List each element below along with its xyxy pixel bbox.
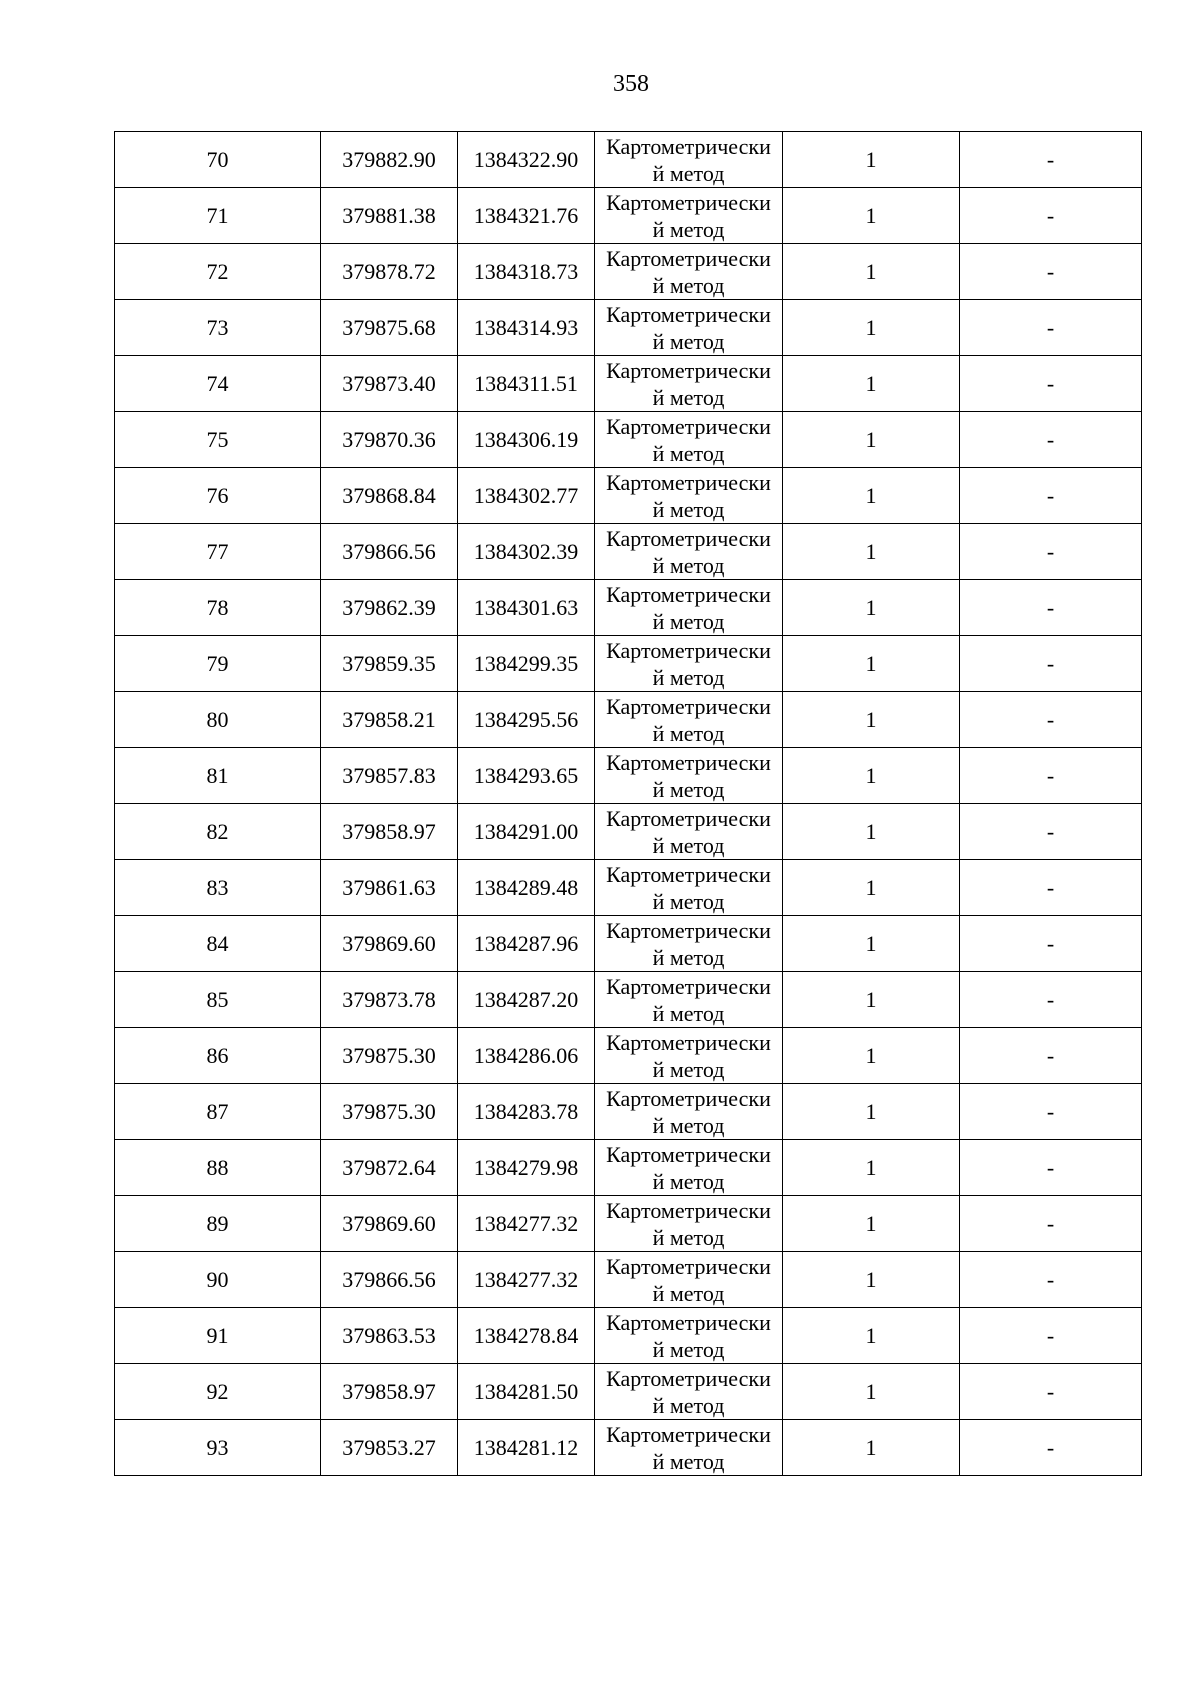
table-row: [115, 804, 1142, 860]
point-number-cell: 81: [115, 748, 321, 804]
y-coordinate-cell: 1384295.56: [458, 692, 595, 748]
method-cell: [595, 748, 783, 804]
method-line-2: й метод: [652, 1056, 725, 1082]
accuracy-cell: 1: [783, 1252, 960, 1308]
point-number-cell: 86: [115, 1028, 321, 1084]
note-cell: -: [960, 1364, 1142, 1420]
method-line-2: й метод: [652, 1224, 725, 1250]
note-cell: -: [960, 692, 1142, 748]
method-cell: [595, 1252, 783, 1308]
note-cell: -: [960, 468, 1142, 524]
y-coordinate-cell: 1384278.84: [458, 1308, 595, 1364]
method-line-1: Картометрически: [606, 1029, 771, 1055]
y-coordinate-cell: 1384291.00: [458, 804, 595, 860]
table-row: [115, 132, 1142, 188]
note-cell: -: [960, 1252, 1142, 1308]
point-number-cell: 84: [115, 916, 321, 972]
method-line-1: Картометрически: [606, 245, 771, 271]
method-line-2: й метод: [652, 440, 725, 466]
table-row: [115, 1252, 1142, 1308]
table-row: [115, 580, 1142, 636]
accuracy-cell: 1: [783, 524, 960, 580]
accuracy-cell: 1: [783, 1196, 960, 1252]
point-number-cell: 83: [115, 860, 321, 916]
point-number-cell: 90: [115, 1252, 321, 1308]
accuracy-cell: 1: [783, 748, 960, 804]
method-cell: [595, 804, 783, 860]
table-row: [115, 692, 1142, 748]
accuracy-cell: 1: [783, 860, 960, 916]
method-cell: [595, 1028, 783, 1084]
x-coordinate-cell: 379861.63: [321, 860, 458, 916]
x-coordinate-cell: 379866.56: [321, 524, 458, 580]
y-coordinate-cell: 1384322.90: [458, 132, 595, 188]
table-row: [115, 356, 1142, 412]
point-number-cell: 70: [115, 132, 321, 188]
x-coordinate-cell: 379870.36: [321, 412, 458, 468]
y-coordinate-cell: 1384281.12: [458, 1420, 595, 1476]
point-number-cell: 78: [115, 580, 321, 636]
table-row: [115, 972, 1142, 1028]
accuracy-cell: 1: [783, 636, 960, 692]
coordinates-table-body: [115, 132, 1142, 1476]
accuracy-cell: 1: [783, 1140, 960, 1196]
x-coordinate-cell: 379872.64: [321, 1140, 458, 1196]
table-row: [115, 916, 1142, 972]
method-cell: [595, 244, 783, 300]
accuracy-cell: 1: [783, 916, 960, 972]
note-cell: -: [960, 1028, 1142, 1084]
x-coordinate-cell: 379875.30: [321, 1028, 458, 1084]
method-line-2: й метод: [652, 720, 725, 746]
accuracy-cell: 1: [783, 412, 960, 468]
x-coordinate-cell: 379857.83: [321, 748, 458, 804]
point-number-cell: 87: [115, 1084, 321, 1140]
method-cell: [595, 524, 783, 580]
note-cell: -: [960, 1084, 1142, 1140]
x-coordinate-cell: 379866.56: [321, 1252, 458, 1308]
method-line-2: й метод: [652, 1448, 725, 1474]
table-row: [115, 412, 1142, 468]
note-cell: -: [960, 1140, 1142, 1196]
method-cell: [595, 132, 783, 188]
y-coordinate-cell: 1384283.78: [458, 1084, 595, 1140]
x-coordinate-cell: 379882.90: [321, 132, 458, 188]
method-cell: [595, 412, 783, 468]
method-line-2: й метод: [652, 216, 725, 242]
method-line-2: й метод: [652, 608, 725, 634]
note-cell: -: [960, 1196, 1142, 1252]
y-coordinate-cell: 1384306.19: [458, 412, 595, 468]
method-line-2: й метод: [652, 328, 725, 354]
method-line-1: Картометрически: [606, 693, 771, 719]
y-coordinate-cell: 1384302.77: [458, 468, 595, 524]
method-cell: [595, 188, 783, 244]
accuracy-cell: 1: [783, 1084, 960, 1140]
table-row: [115, 860, 1142, 916]
accuracy-cell: 1: [783, 300, 960, 356]
table-row: [115, 1140, 1142, 1196]
note-cell: -: [960, 412, 1142, 468]
point-number-cell: 92: [115, 1364, 321, 1420]
method-line-2: й метод: [652, 1168, 725, 1194]
note-cell: -: [960, 636, 1142, 692]
table-row: [115, 1196, 1142, 1252]
y-coordinate-cell: 1384314.93: [458, 300, 595, 356]
accuracy-cell: 1: [783, 972, 960, 1028]
table-row: [115, 748, 1142, 804]
method-line-1: Картометрически: [606, 469, 771, 495]
table-row: [115, 188, 1142, 244]
method-line-1: Картометрически: [606, 637, 771, 663]
point-number-cell: 89: [115, 1196, 321, 1252]
method-cell: [595, 300, 783, 356]
method-cell: [595, 1420, 783, 1476]
method-line-1: Картометрически: [606, 1141, 771, 1167]
method-line-2: й метод: [652, 160, 725, 186]
method-line-1: Картометрически: [606, 973, 771, 999]
note-cell: -: [960, 748, 1142, 804]
table-row: [115, 1420, 1142, 1476]
point-number-cell: 75: [115, 412, 321, 468]
point-number-cell: 77: [115, 524, 321, 580]
note-cell: -: [960, 300, 1142, 356]
method-cell: [595, 356, 783, 412]
note-cell: -: [960, 580, 1142, 636]
accuracy-cell: 1: [783, 132, 960, 188]
method-cell: [595, 1364, 783, 1420]
x-coordinate-cell: 379875.68: [321, 300, 458, 356]
x-coordinate-cell: 379869.60: [321, 916, 458, 972]
accuracy-cell: 1: [783, 468, 960, 524]
method-cell: [595, 1308, 783, 1364]
method-line-1: Картометрически: [606, 749, 771, 775]
y-coordinate-cell: 1384287.20: [458, 972, 595, 1028]
note-cell: -: [960, 188, 1142, 244]
page-number: 358: [613, 71, 649, 97]
y-coordinate-cell: 1384289.48: [458, 860, 595, 916]
method-line-1: Картометрически: [606, 301, 771, 327]
x-coordinate-cell: 379875.30: [321, 1084, 458, 1140]
method-line-2: й метод: [652, 664, 725, 690]
method-line-1: Картометрически: [606, 1421, 771, 1447]
note-cell: -: [960, 524, 1142, 580]
x-coordinate-cell: 379859.35: [321, 636, 458, 692]
y-coordinate-cell: 1384321.76: [458, 188, 595, 244]
method-line-2: й метод: [652, 552, 725, 578]
note-cell: -: [960, 1420, 1142, 1476]
accuracy-cell: 1: [783, 580, 960, 636]
method-cell: [595, 636, 783, 692]
accuracy-cell: 1: [783, 1420, 960, 1476]
method-line-1: Картометрически: [606, 1197, 771, 1223]
method-cell: [595, 1084, 783, 1140]
method-cell: [595, 580, 783, 636]
y-coordinate-cell: 1384277.32: [458, 1196, 595, 1252]
accuracy-cell: 1: [783, 692, 960, 748]
x-coordinate-cell: 379881.38: [321, 188, 458, 244]
method-line-1: Картометрически: [606, 1365, 771, 1391]
y-coordinate-cell: 1384287.96: [458, 916, 595, 972]
point-number-cell: 80: [115, 692, 321, 748]
method-line-2: й метод: [652, 384, 725, 410]
method-line-2: й метод: [652, 272, 725, 298]
table-row: [115, 1028, 1142, 1084]
method-line-1: Картометрически: [606, 805, 771, 831]
x-coordinate-cell: 379863.53: [321, 1308, 458, 1364]
method-line-2: й метод: [652, 1392, 725, 1418]
table-row: [115, 244, 1142, 300]
method-cell: [595, 1196, 783, 1252]
point-number-cell: 79: [115, 636, 321, 692]
method-line-1: Картометрически: [606, 357, 771, 383]
table-row: [115, 300, 1142, 356]
table-row: [115, 1364, 1142, 1420]
method-line-2: й метод: [652, 832, 725, 858]
method-line-1: Картометрически: [606, 133, 771, 159]
table-row: [115, 1308, 1142, 1364]
note-cell: -: [960, 804, 1142, 860]
x-coordinate-cell: 379853.27: [321, 1420, 458, 1476]
coordinates-table: [114, 131, 1142, 1476]
method-line-2: й метод: [652, 1000, 725, 1026]
table-row: [115, 636, 1142, 692]
method-line-2: й метод: [652, 944, 725, 970]
accuracy-cell: 1: [783, 804, 960, 860]
accuracy-cell: 1: [783, 188, 960, 244]
method-cell: [595, 1140, 783, 1196]
x-coordinate-cell: 379858.21: [321, 692, 458, 748]
y-coordinate-cell: 1384318.73: [458, 244, 595, 300]
accuracy-cell: 1: [783, 1364, 960, 1420]
y-coordinate-cell: 1384302.39: [458, 524, 595, 580]
y-coordinate-cell: 1384293.65: [458, 748, 595, 804]
method-line-2: й метод: [652, 496, 725, 522]
method-line-2: й метод: [652, 1280, 725, 1306]
x-coordinate-cell: 379862.39: [321, 580, 458, 636]
method-cell: [595, 860, 783, 916]
method-cell: [595, 692, 783, 748]
note-cell: -: [960, 244, 1142, 300]
point-number-cell: 71: [115, 188, 321, 244]
method-line-1: Картометрически: [606, 861, 771, 887]
point-number-cell: 82: [115, 804, 321, 860]
note-cell: -: [960, 356, 1142, 412]
y-coordinate-cell: 1384277.32: [458, 1252, 595, 1308]
x-coordinate-cell: 379869.60: [321, 1196, 458, 1252]
x-coordinate-cell: 379873.40: [321, 356, 458, 412]
note-cell: -: [960, 1308, 1142, 1364]
note-cell: -: [960, 916, 1142, 972]
method-cell: [595, 916, 783, 972]
accuracy-cell: 1: [783, 1308, 960, 1364]
x-coordinate-cell: 379868.84: [321, 468, 458, 524]
method-line-2: й метод: [652, 776, 725, 802]
table-row: [115, 524, 1142, 580]
note-cell: -: [960, 972, 1142, 1028]
point-number-cell: 74: [115, 356, 321, 412]
accuracy-cell: 1: [783, 244, 960, 300]
table-row: [115, 468, 1142, 524]
x-coordinate-cell: 379858.97: [321, 1364, 458, 1420]
method-line-1: Картометрически: [606, 189, 771, 215]
method-line-1: Картометрически: [606, 413, 771, 439]
point-number-cell: 88: [115, 1140, 321, 1196]
method-line-2: й метод: [652, 1112, 725, 1138]
method-line-1: Картометрически: [606, 525, 771, 551]
y-coordinate-cell: 1384281.50: [458, 1364, 595, 1420]
point-number-cell: 93: [115, 1420, 321, 1476]
accuracy-cell: 1: [783, 356, 960, 412]
y-coordinate-cell: 1384301.63: [458, 580, 595, 636]
y-coordinate-cell: 1384286.06: [458, 1028, 595, 1084]
method-cell: [595, 972, 783, 1028]
point-number-cell: 72: [115, 244, 321, 300]
note-cell: -: [960, 132, 1142, 188]
x-coordinate-cell: 379873.78: [321, 972, 458, 1028]
point-number-cell: 91: [115, 1308, 321, 1364]
method-cell: [595, 468, 783, 524]
method-line-2: й метод: [652, 888, 725, 914]
table-row: [115, 1084, 1142, 1140]
accuracy-cell: 1: [783, 1028, 960, 1084]
method-line-1: Картометрически: [606, 1309, 771, 1335]
method-line-1: Картометрически: [606, 1085, 771, 1111]
method-line-1: Картометрически: [606, 917, 771, 943]
method-line-1: Картометрически: [606, 1253, 771, 1279]
x-coordinate-cell: 379858.97: [321, 804, 458, 860]
note-cell: -: [960, 860, 1142, 916]
y-coordinate-cell: 1384299.35: [458, 636, 595, 692]
y-coordinate-cell: 1384311.51: [458, 356, 595, 412]
y-coordinate-cell: 1384279.98: [458, 1140, 595, 1196]
x-coordinate-cell: 379878.72: [321, 244, 458, 300]
method-line-2: й метод: [652, 1336, 725, 1362]
point-number-cell: 76: [115, 468, 321, 524]
point-number-cell: 85: [115, 972, 321, 1028]
point-number-cell: 73: [115, 300, 321, 356]
method-line-1: Картометрически: [606, 581, 771, 607]
